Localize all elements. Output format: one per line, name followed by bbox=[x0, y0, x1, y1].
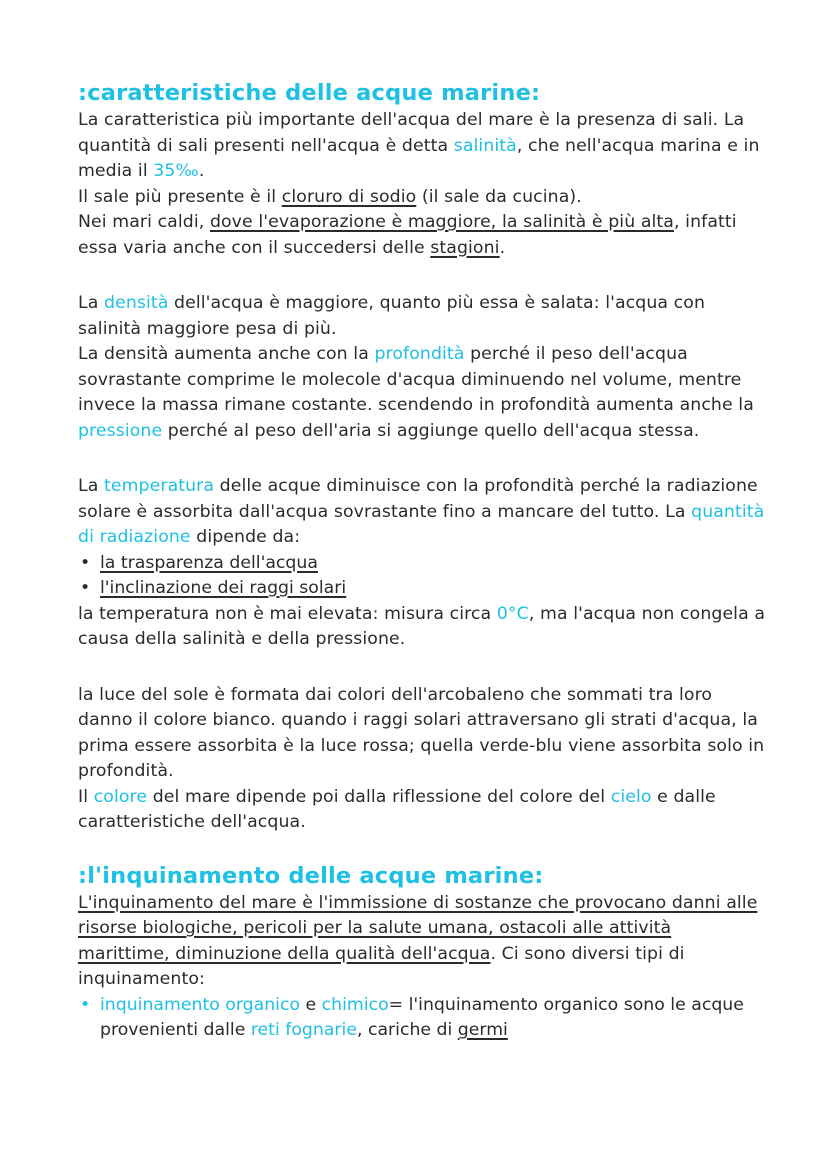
text: La densità aumenta anche con la bbox=[78, 344, 375, 364]
paragraph-densita bbox=[78, 291, 768, 444]
underline-definizione: L'inquinamento del mare è l'immissione di sostanze che provocano danni alle risorse biologiche, pericoli per la salute umana, ostacoli alle attività marittime, diminuzione della qualità dell'acqua bbox=[78, 892, 758, 964]
highlight-quantita: quantità di radiazione bbox=[78, 501, 765, 547]
list-item bbox=[78, 993, 768, 1044]
text: e bbox=[300, 994, 322, 1015]
text: la temperatura non è mai elevata: misura circa bbox=[78, 603, 497, 624]
list-item-text: l'inclinazione dei raggi solari bbox=[100, 578, 347, 598]
text: delle acque diminuisce con la profondità perché la radiazione solare è assorbita dall'acqua sovrastante fino a mancare del tutto. La bbox=[78, 476, 758, 522]
text: La bbox=[78, 476, 105, 496]
list-item-text: la trasparenza dell'acqua bbox=[100, 552, 318, 573]
bullet-list-inquinamento bbox=[78, 993, 768, 1044]
text: dipende da: bbox=[190, 527, 301, 547]
text: . Ci sono diversi tipi di inquinamento: bbox=[78, 943, 685, 989]
bullet-list-radiazione bbox=[78, 551, 768, 602]
underline-stagioni: stagioni bbox=[430, 237, 500, 258]
text: , cariche di bbox=[356, 1020, 458, 1040]
underline-evaporazione: dove l'evaporazione è maggiore, la salinità è più alta bbox=[209, 212, 674, 232]
highlight-reti: reti fognarie bbox=[250, 1020, 357, 1040]
text: . bbox=[198, 161, 205, 181]
text: La caratteristica più importante dell'acqua del mare è la presenza di sali. La quantità di sali presenti nell'acqua è detta bbox=[78, 110, 745, 156]
highlight-value: 35‰ bbox=[153, 161, 199, 181]
list-item bbox=[78, 576, 768, 602]
text: . bbox=[499, 237, 506, 258]
section-title-caratteristiche: :caratteristiche delle acque marine: bbox=[78, 80, 541, 106]
text: perché il peso dell'acqua sovrastante comprime le molecole d'acqua diminuendo nel volume, mentre invece la massa rimane costante. scendendo in profondità aumenta anche la bbox=[78, 344, 754, 415]
text: la luce del sole è formata dai colori dell'arcobaleno che sommati tra loro danno il colore bianco. quando i raggi solari attraversano gli strati d'acqua, la prima essere assorbita è la luce rossa; quella verde-blu viene assorbita solo in profondità. bbox=[78, 684, 765, 781]
text: , ma l'acqua non congela a causa della salinità e della pressione. bbox=[78, 603, 766, 649]
highlight-pressione: pressione bbox=[78, 420, 163, 441]
bullet-icon: • bbox=[80, 578, 91, 598]
text: , che nell'acqua marina e in media il bbox=[78, 135, 760, 181]
highlight-salinita: salinità bbox=[453, 135, 517, 156]
highlight-colore: colore bbox=[93, 786, 148, 807]
paragraph-temperatura bbox=[78, 474, 768, 551]
text: Nei mari caldi, bbox=[78, 212, 210, 232]
highlight-profondita: profondità bbox=[374, 344, 465, 364]
paragraph-inquinamento bbox=[78, 891, 768, 993]
highlight-temp: 0°C bbox=[496, 603, 529, 624]
document-page bbox=[78, 78, 768, 1044]
text: , infatti essa varia anche con il succedersi delle bbox=[78, 212, 737, 258]
text: Il sale più presente è il bbox=[78, 186, 282, 207]
paragraph-colore bbox=[78, 683, 768, 836]
underline-germi: germi bbox=[457, 1020, 508, 1040]
paragraph-salinita bbox=[78, 108, 768, 261]
paragraph-temperatura-2 bbox=[78, 602, 768, 653]
text: (il sale da cucina). bbox=[416, 186, 582, 207]
section-title-inquinamento: :l'inquinamento delle acque marine: bbox=[78, 862, 544, 889]
text: e dalle caratteristiche dell'acqua. bbox=[78, 786, 716, 832]
highlight-densita: densità bbox=[104, 293, 169, 313]
text: perché al peso dell'aria si aggiunge quello dell'acqua stessa. bbox=[162, 420, 700, 441]
highlight-chimico: chimico bbox=[321, 994, 389, 1015]
text: = l'inquinamento organico sono le acque provenienti dalle bbox=[100, 994, 744, 1040]
bullet-icon: • bbox=[80, 994, 91, 1015]
text: del mare dipende poi dalla riflessione del colore del bbox=[147, 786, 611, 807]
text: La bbox=[78, 293, 105, 313]
highlight-cielo: cielo bbox=[610, 786, 652, 807]
text: dell'acqua è maggiore, quanto più essa è salata: l'acqua con salinità maggiore pesa di più. bbox=[78, 293, 706, 339]
highlight-temperatura: temperatura bbox=[104, 476, 215, 496]
highlight-organico: inquinamento organico bbox=[100, 994, 301, 1015]
text: Il bbox=[78, 786, 94, 807]
underline-cloruro: cloruro di sodio bbox=[281, 186, 417, 207]
list-item bbox=[78, 551, 768, 577]
bullet-icon: • bbox=[80, 552, 91, 573]
